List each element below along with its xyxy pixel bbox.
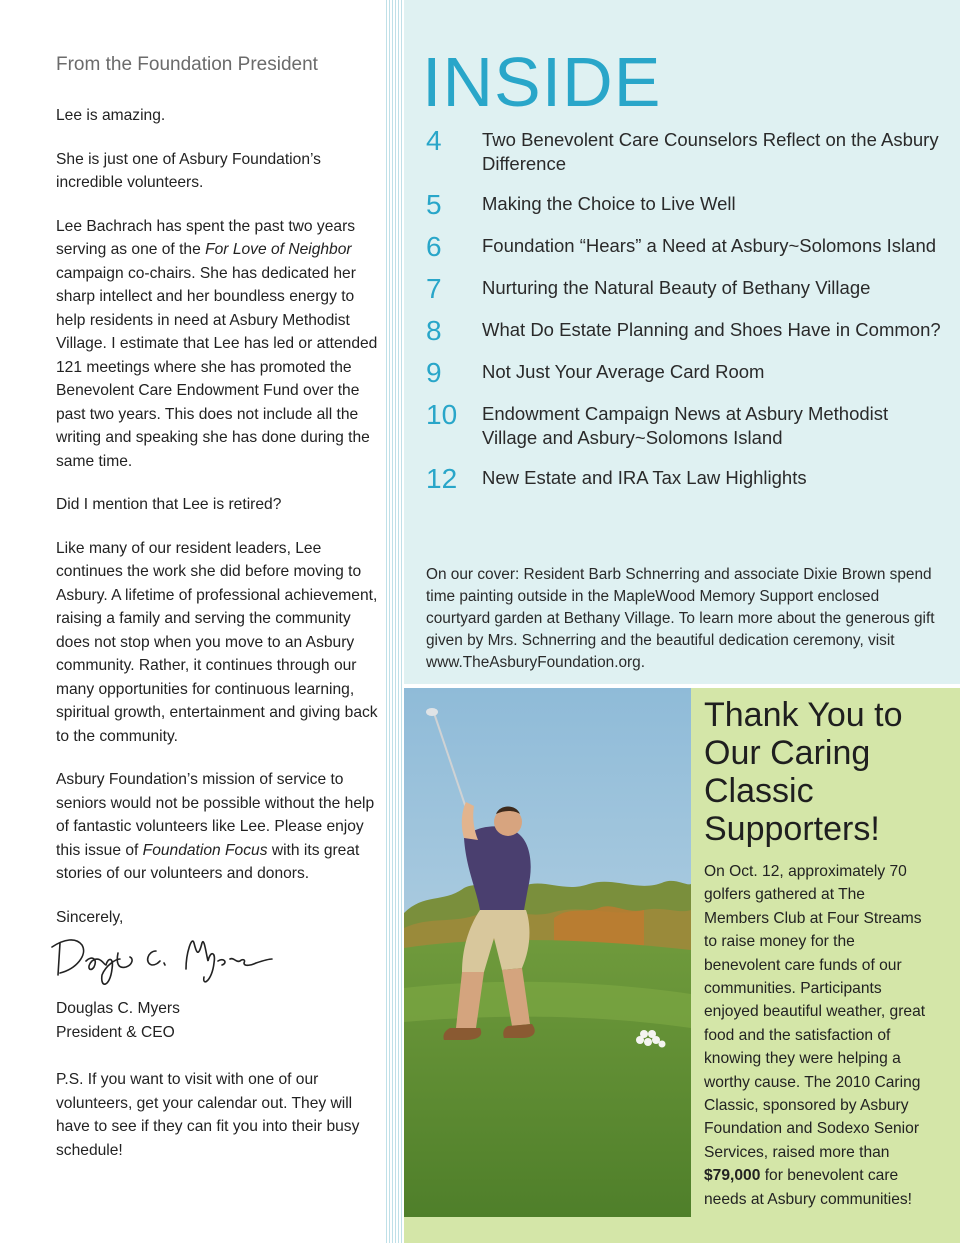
toc-article-title: New Estate and IRA Tax Law Highlights xyxy=(482,467,807,488)
caring-classic-section xyxy=(404,688,960,1243)
letter-kicker: From the Foundation President xyxy=(56,54,318,75)
toc-item xyxy=(426,357,946,388)
thanks-body: On Oct. 12, approximately 70 golfers gathered at The Members Club at Four Streams to raise money for the benevolent care funds of our communities. Participants enjoyed beautiful weather, great food and the satisfaction of knowing they were helping a worthy cause. The 2010 Caring Classic, sponsored by Asbury Foundation and Sodexo Senior Services, raised more than $79,000 for benevolent care needs at Asbury communities! xyxy=(704,863,926,1208)
toc-article-title: Not Just Your Average Card Room xyxy=(482,361,765,382)
column-divider xyxy=(386,0,404,1243)
toc-article-title: Two Benevolent Care Counselors Reflect on the Asbury Difference xyxy=(482,129,939,174)
publication-name: Foundation Focus xyxy=(142,841,268,859)
letter-paragraph: She is just one of Asbury Foundation’s incredible volunteers. xyxy=(56,150,321,191)
cover-note: On our cover: Resident Barb Schnerring and associate Dixie Brown spend time painting outside in the MapleWood Memory Support enclosed courtyard garden at Bethany Village. To learn more about the generous gift given by Mrs. Schnerring and the beautiful dedication ceremony, visit www.TheAsburyFoundation.org. xyxy=(426,566,935,671)
toc-page-number: 9 xyxy=(426,357,442,388)
campaign-name: For Love of Neighbor xyxy=(205,241,352,258)
president-letter xyxy=(56,104,381,1182)
signer-title: President & CEO xyxy=(56,1023,175,1041)
letter-paragraph: Like many of our resident leaders, Lee continues the work she did before moving to Asbury. A lifetime of professional achievement, raising a family and serving the community does not stop when you move to an Asbury community. Rather, it continues through our many opportunities for continuous learning, spiritual growth, entertainment and giving back to the community. xyxy=(56,539,378,745)
toc-page-number: 6 xyxy=(426,231,442,262)
right-column xyxy=(404,0,960,1243)
toc-item xyxy=(426,463,946,494)
toc-article-title: What Do Estate Planning and Shoes Have in Common? xyxy=(482,319,941,340)
letter-paragraph: Did I mention that Lee is retired? xyxy=(56,496,282,513)
toc-article-title: Nurturing the Natural Beauty of Bethany Village xyxy=(482,277,871,298)
toc-page-number: 4 xyxy=(426,125,442,156)
toc-page-number: 7 xyxy=(426,273,442,304)
amount-raised: $79,000 xyxy=(704,1167,761,1185)
inside-contents-box xyxy=(404,0,960,684)
signer-name: Douglas C. Myers xyxy=(56,1000,180,1017)
inside-title: INSIDE xyxy=(422,43,662,121)
toc-article-title: Making the Choice to Live Well xyxy=(482,193,736,214)
toc-page-number: 8 xyxy=(426,315,442,346)
toc-item xyxy=(426,315,946,346)
thanks-title: Thank You to Our Caring Classic Supporters! xyxy=(704,696,903,848)
golfer-photo xyxy=(404,688,691,1217)
signature-image xyxy=(46,929,276,991)
toc-article-title: Endowment Campaign News at Asbury Methodist Village and Asbury~Solomons Island xyxy=(482,403,889,448)
toc-item xyxy=(426,231,946,262)
postscript: P.S. If you want to visit with one of our volunteers, get your calendar out. They will have to see if they can fit you into their busy schedule! xyxy=(56,1071,360,1159)
closing: Sincerely, xyxy=(56,908,124,926)
toc-item xyxy=(426,399,946,450)
letter-paragraph: Asbury Foundation’s mission of service to seniors would not be possible without the help of fantastic volunteers like Lee. Please enjoy this issue of Foundation Focus with its great stories of our volunteers and donors. xyxy=(56,771,375,882)
letter-paragraph: Lee is amazing. xyxy=(56,107,166,124)
letter-column xyxy=(0,0,386,1243)
table-of-contents xyxy=(426,125,946,508)
toc-item xyxy=(426,189,946,220)
toc-item xyxy=(426,273,946,304)
toc-page-number: 5 xyxy=(426,189,442,220)
toc-article-title: Foundation “Hears” a Need at Asbury~Solomons Island xyxy=(482,235,937,256)
toc-page-number: 12 xyxy=(426,463,458,494)
golfer-photo-illustration xyxy=(404,688,691,1217)
toc-item xyxy=(426,125,946,176)
letter-paragraph: Lee Bachrach has spent the past two years serving as one of the For Love of Neighbor campaign co-chairs. She has dedicated her sharp intellect and her boundless energy to help residents in need at Asbury Methodist Village. I estimate that Lee has led or attended 121 meetings where she has promoted the Benevolent Care Endowment Fund over the past two years. This does not include all the writing and speaking she has done during the same time. xyxy=(56,217,378,470)
toc-page-number: 10 xyxy=(426,399,458,430)
